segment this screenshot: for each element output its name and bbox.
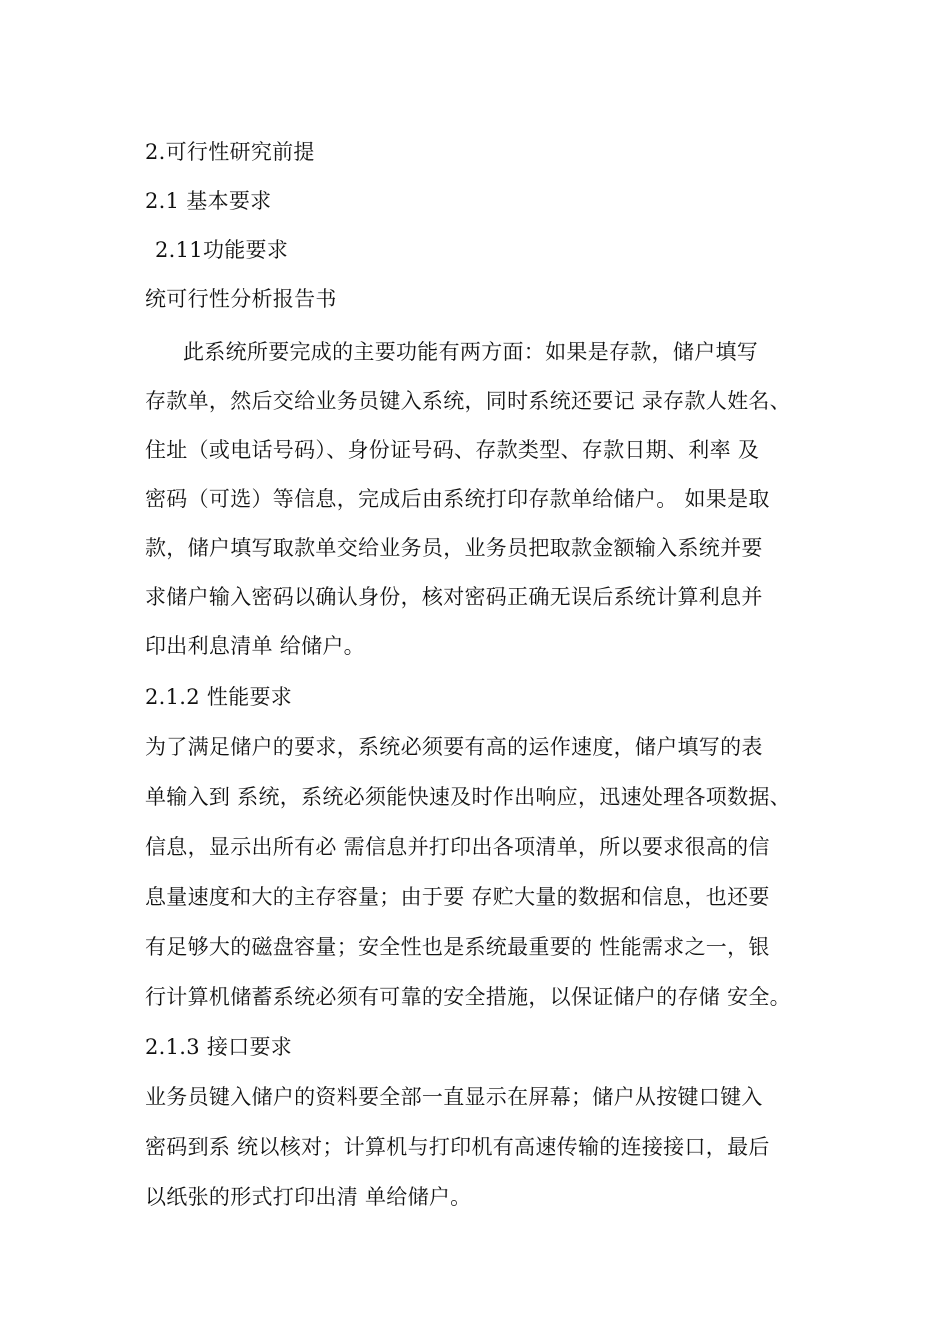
section-heading-2-1: 2.1 基本要求 (145, 189, 272, 213)
performance-paragraph-line: 行计算机储蓄系统必须有可靠的安全措施，以保证储户的存储 安全。 (145, 985, 791, 1009)
performance-paragraph-line: 有足够大的磁盘容量；安全性也是系统最重要的 性能需求之一，银 (145, 935, 770, 959)
performance-paragraph-line: 为了满足储户的要求，系统必须要有高的运作速度，储户填写的表 (145, 735, 763, 759)
functional-paragraph-line: 存款单，然后交给业务员键入系统，同时系统还要记 录存款人姓名、 (145, 389, 791, 413)
interface-paragraph-line: 密码到系 统以核对；计算机与打印机有高速传输的连接接口，最后 (145, 1135, 770, 1159)
functional-paragraph-line: 印出利息清单 给储户。 (145, 634, 365, 658)
section-heading-2-11: 2.11功能要求 (155, 238, 289, 262)
functional-paragraph-line: 求储户输入密码以确认身份，核对密码正确无误后系统计算利息并 (145, 585, 763, 609)
functional-paragraph-line: 此系统所要完成的主要功能有两方面：如果是存款，储户填写 (183, 340, 759, 364)
interface-paragraph-line: 业务员键入储户的资料要全部一直显示在屏幕；储户从按键口键入 (145, 1085, 763, 1109)
functional-paragraph-line: 款，储户填写取款单交给业务员，业务员把取款金额输入系统并要 (145, 536, 763, 560)
performance-paragraph-line: 单输入到 系统，系统必须能快速及时作出响应，迅速处理各项数据、 (145, 785, 791, 809)
performance-paragraph-line: 息量速度和大的主存容量；由于要 存贮大量的数据和信息，也还要 (145, 885, 770, 909)
functional-paragraph-line: 密码（可选）等信息，完成后由系统打印存款单给储户。 如果是取 (145, 487, 770, 511)
section-heading-2-1-3: 2.1.3 接口要求 (145, 1035, 293, 1059)
section-heading-2: 2.可行性研究前提 (145, 140, 315, 164)
performance-paragraph-line: 信息，显示出所有必 需信息并打印出各项清单，所以要求很高的信 (145, 835, 770, 859)
functional-paragraph-line: 住址（或电话号码）、身份证号码、存款类型、存款日期、利率 及 (145, 438, 760, 462)
document-title-line: 统可行性分析报告书 (145, 287, 337, 311)
section-heading-2-1-2: 2.1.2 性能要求 (145, 685, 293, 709)
interface-paragraph-line: 以纸张的形式打印出清 单给储户。 (145, 1185, 472, 1209)
